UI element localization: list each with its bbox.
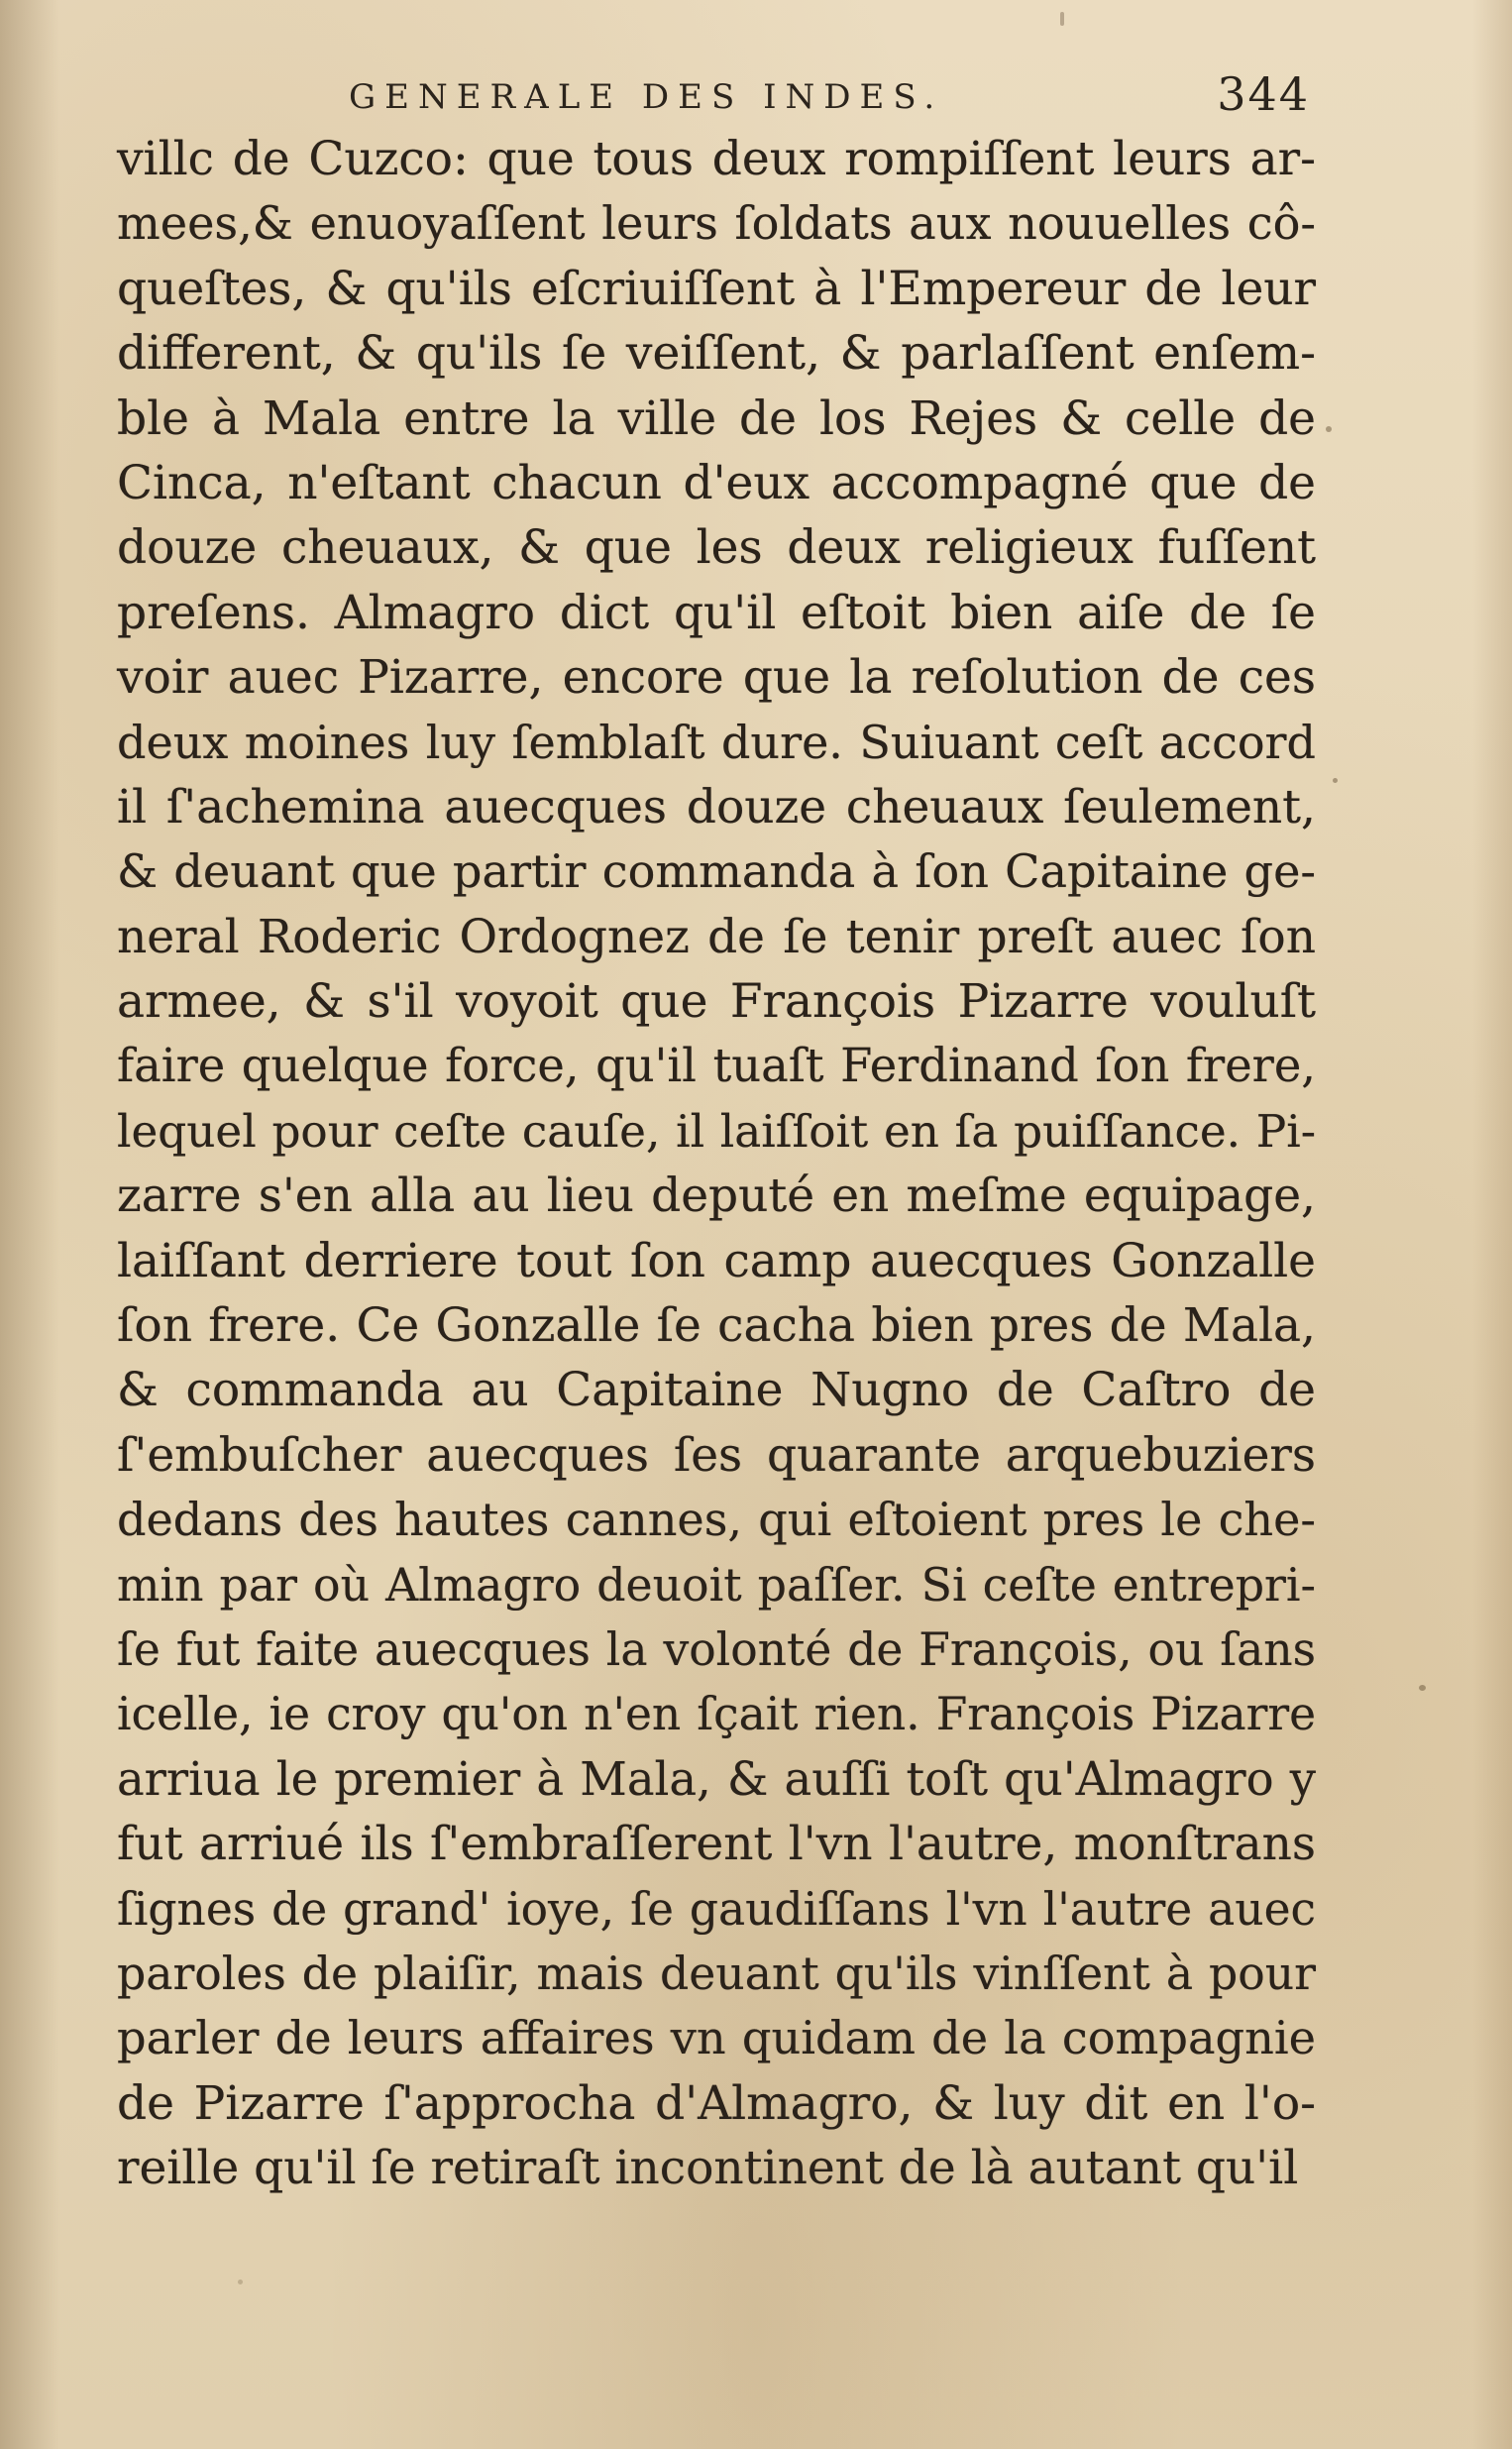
text-line: ſignes de grand' ioye, ſe gaudiſſans l'vn l'autre auec bbox=[117, 1882, 1316, 1936]
text-line: paroles de plaiſir, mais deuant qu'ils vinſſent à pour bbox=[117, 1947, 1316, 2000]
paper-speck bbox=[238, 2280, 243, 2284]
text-line: de Pizarre ſ'approcha d'Almagro, & luy dit en l'o- bbox=[117, 2075, 1316, 2131]
text-line: queſtes, & qu'ils eſcriuiſſent à l'Empereur de leur bbox=[117, 261, 1316, 316]
text-line: different, & qu'ils ſe veiſſent, & parlaſſent enſem- bbox=[117, 326, 1316, 382]
text-line: ſon frere. Ce Gonzalle ſe cacha bien pres de Mala, bbox=[117, 1298, 1316, 1354]
text-line: voir auec Pizarre, encore que la reſolution de ces bbox=[117, 650, 1316, 706]
page-number: 344 bbox=[1217, 67, 1310, 121]
text-line: & deuant que partir commanda à ſon Capitaine ge- bbox=[117, 844, 1316, 899]
text-line: preſens. Almagro dict qu'il eſtoit bien aiſe de ſe bbox=[117, 585, 1316, 640]
text-line: arriua le premier à Mala, & auſſi toſt qu'Almagro y bbox=[117, 1751, 1316, 1806]
running-title: GENERALE DES INDES. bbox=[349, 77, 944, 117]
text-line: douze cheuaux, & que les deux religieux fuſſent bbox=[117, 520, 1316, 576]
text-line: fut arriué ils ſ'embraſſerent l'vn l'autre, monſtrans bbox=[117, 1817, 1316, 1872]
text-line: ſe fut faite auecques la volonté de François, ou ſans bbox=[117, 1622, 1316, 1676]
text-line: dedans des hautes cannes, qui eſtoient pres le che- bbox=[117, 1493, 1316, 1547]
text-line: deux moines luy ſemblaſt dure. Suiuant ceſt accord bbox=[117, 715, 1316, 769]
text-line: icelle, ie croy qu'on n'en ſçait rien. François Pizarre bbox=[117, 1688, 1316, 1741]
paper-speck bbox=[1326, 426, 1332, 432]
running-head bbox=[349, 67, 1310, 127]
text-line: parler de leurs affaires vn quidam de la compagnie bbox=[117, 2011, 1316, 2065]
text-line: min par où Almagro deuoit paſſer. Si ceſte entrepri- bbox=[117, 1558, 1316, 1612]
text-line: ble à Mala entre la ville de los Rejes & celle de bbox=[117, 390, 1316, 446]
text-line: zarre s'en alla au lieu deputé en meſme equipage, bbox=[117, 1169, 1316, 1224]
text-line: lequel pour ceſte cauſe, il laiſſoit en ſa puiſſance. Pi- bbox=[117, 1104, 1316, 1158]
text-line: faire quelque force, qu'il tuaſt Ferdinand ſon frere, bbox=[117, 1039, 1316, 1093]
paper-speck bbox=[1419, 1685, 1426, 1691]
text-line: neral Roderic Ordognez de ſe tenir preſt auec ſon bbox=[117, 909, 1316, 964]
text-line: il ſ'achemina auecques douze cheuaux ſeulement, bbox=[117, 779, 1316, 835]
text-line: mees,& enuoyaſſent leurs ſoldats aux nouuelles cô- bbox=[117, 196, 1316, 251]
text-line: ſ'embuſcher auecques ſes quarante arquebuziers bbox=[117, 1427, 1316, 1483]
text-line: armee, & s'il voyoit que François Pizarre vouluſt bbox=[117, 974, 1316, 1030]
paper-speck bbox=[1333, 778, 1338, 783]
body-text bbox=[117, 127, 1316, 2201]
text-line: villc de Cuzco: que tous deux rompiſſent leurs ar- bbox=[117, 132, 1316, 186]
paper-speck bbox=[1060, 12, 1064, 26]
text-line: laiſſant derriere tout ſon camp auecques Gonzalle bbox=[117, 1233, 1316, 1288]
text-line: & commanda au Capitaine Nugno de Caſtro de bbox=[117, 1363, 1316, 1418]
text-line: Cinca, n'eſtant chacun d'eux accompagné que de bbox=[117, 455, 1316, 510]
text-line: reille qu'il ſe retiraſt incontinent de là autant qu'il bbox=[117, 2141, 1299, 2196]
